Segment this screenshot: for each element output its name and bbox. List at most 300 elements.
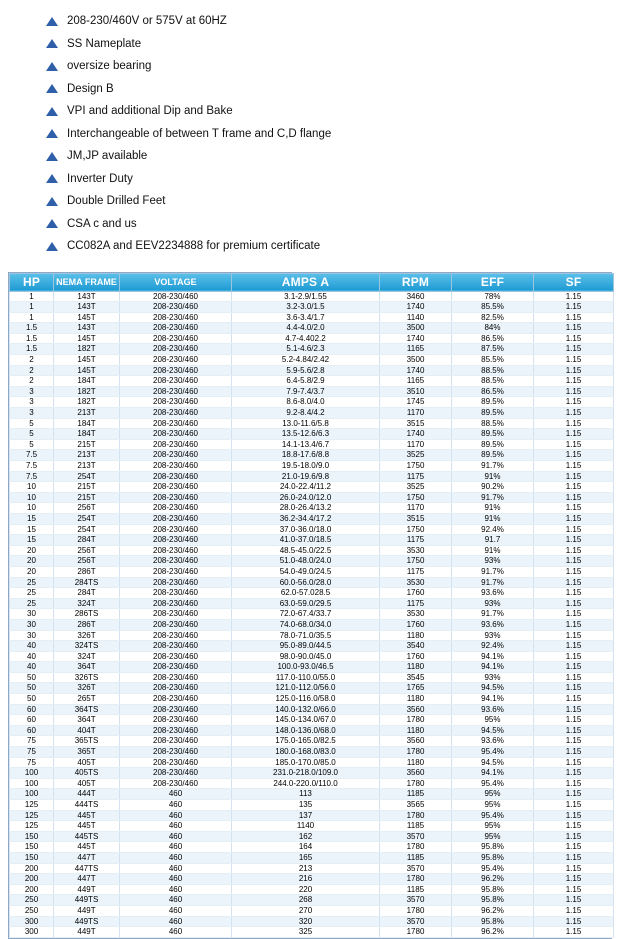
table-cell: 324T [54,598,120,609]
table-cell: 208-230/460 [120,577,232,588]
table-cell: 94.5% [452,725,534,736]
feature-label: 208-230/460V or 575V at 60HZ [67,15,227,28]
table-cell: 326T [54,683,120,694]
table-cell: 140.0-132.0/66.0 [232,704,380,715]
table-cell: 1.15 [534,365,614,376]
table-cell: 284T [54,535,120,546]
table-cell: 200 [10,863,54,874]
table-cell: 320 [232,916,380,927]
table-cell: 3530 [380,577,452,588]
table-cell: 208-230/460 [120,566,232,577]
table-cell: 88.5% [452,418,534,429]
table-cell: 125 [10,800,54,811]
triangle-bullet-icon [46,84,58,93]
table-cell: 1780 [380,715,452,726]
table-cell: 208-230/460 [120,302,232,313]
table-cell: 20 [10,556,54,567]
table-cell: 1.15 [534,545,614,556]
feature-item [0,100,620,123]
triangle-bullet-icon [46,197,58,206]
table-cell: 1180 [380,694,452,705]
table-cell: 1.15 [534,672,614,683]
table-cell: 254T [54,513,120,524]
table-cell: 208-230/460 [120,598,232,609]
table-row [10,609,614,620]
table-cell: 91% [452,513,534,524]
table-cell: 89.5% [452,429,534,440]
table-cell: 1.15 [534,535,614,546]
table-cell: 1760 [380,588,452,599]
table-row [10,651,614,662]
table-cell: 213T [54,461,120,472]
table-cell: 444TS [54,800,120,811]
table-cell: 208-230/460 [120,386,232,397]
table-cell: 3560 [380,768,452,779]
table-cell: 460 [120,863,232,874]
table-cell: 145T [54,333,120,344]
table-cell: 1750 [380,524,452,535]
table-row [10,312,614,323]
table-cell: 95.0-89.0/44.5 [232,641,380,652]
table-cell: 1.15 [534,810,614,821]
table-cell: 449TS [54,895,120,906]
table-row [10,927,614,938]
table-cell: 1185 [380,884,452,895]
table-cell: 1.5 [10,333,54,344]
table-cell: 14.1-13.4/6.7 [232,439,380,450]
table-cell: 1.15 [534,492,614,503]
table-cell: 78% [452,291,534,302]
table-cell: 1.15 [534,916,614,927]
table-cell: 75 [10,736,54,747]
table-cell: 1780 [380,905,452,916]
table-cell: 145T [54,312,120,323]
feature-item [0,213,620,236]
table-cell: 1175 [380,598,452,609]
table-row [10,852,614,863]
table-header-row [10,273,614,291]
triangle-bullet-icon [46,174,58,183]
table-cell: 7.5 [10,461,54,472]
table-cell: 3530 [380,609,452,620]
table-cell: 5.2-4.84/2.42 [232,355,380,366]
table-cell: 5 [10,418,54,429]
table-cell: 208-230/460 [120,323,232,334]
table-cell: 62.0-57.028.5 [232,588,380,599]
table-cell: 93% [452,672,534,683]
column-header: HP [10,273,54,291]
table-cell: 265T [54,694,120,705]
table-cell: 1175 [380,535,452,546]
table-cell: 208-230/460 [120,630,232,641]
table-cell: 94.5% [452,683,534,694]
table-row [10,672,614,683]
table-cell: 89.5% [452,439,534,450]
table-cell: 364TS [54,704,120,715]
table-cell: 137 [232,810,380,821]
table-cell: 404T [54,725,120,736]
table-cell: 1.15 [534,333,614,344]
table-cell: 208-230/460 [120,736,232,747]
table-cell: 1140 [232,821,380,832]
table-cell: 60 [10,704,54,715]
table-cell: 145T [54,365,120,376]
column-header: RPM [380,273,452,291]
table-cell: 1185 [380,789,452,800]
table-cell: 13.0-11.6/5.8 [232,418,380,429]
table-cell: 1.15 [534,556,614,567]
table-cell: 3.1-2.9/1.55 [232,291,380,302]
table-cell: 3570 [380,863,452,874]
table-cell: 98.0-90.0/45.0 [232,651,380,662]
table-cell: 460 [120,852,232,863]
table-row [10,376,614,387]
table-cell: 1 [10,291,54,302]
table-cell: 208-230/460 [120,312,232,323]
table-cell: 100 [10,789,54,800]
feature-label: Double Drilled Feet [67,195,166,208]
table-cell: 1.15 [534,524,614,535]
table-row [10,344,614,355]
table-cell: 24.0-22.4/11.2 [232,482,380,493]
table-cell: 1.15 [534,418,614,429]
table-cell: 1170 [380,439,452,450]
table-row [10,588,614,599]
table-cell: 326T [54,630,120,641]
table-cell: 121.0-112.0/56.0 [232,683,380,694]
table-cell: 95.4% [452,778,534,789]
table-row [10,386,614,397]
table-cell: 444T [54,789,120,800]
table-cell: 78.0-71.0/35.5 [232,630,380,641]
table-cell: 165 [232,852,380,863]
feature-item [0,168,620,191]
table-cell: 445T [54,821,120,832]
table-cell: 74.0-68.0/34.0 [232,619,380,630]
table-cell: 208-230/460 [120,704,232,715]
table-cell: 85.5% [452,355,534,366]
triangle-bullet-icon [46,152,58,161]
table-cell: 125 [10,821,54,832]
table-cell: 3570 [380,831,452,842]
table-cell: 324TS [54,641,120,652]
table-cell: 143T [54,302,120,313]
table-row [10,408,614,419]
feature-label: CC082A and EEV2234888 for premium certificate [67,240,321,253]
table-cell: 36.2-34.4/17.2 [232,513,380,524]
table-cell: 3 [10,397,54,408]
table-cell: 254T [54,471,120,482]
table-cell: 405TS [54,768,120,779]
table-cell: 208-230/460 [120,492,232,503]
table-cell: 94.1% [452,768,534,779]
table-cell: 1.15 [534,408,614,419]
table-cell: 89.5% [452,450,534,461]
feature-label: Inverter Duty [67,172,133,185]
table-row [10,641,614,652]
table-cell: 41.0-37.0/18.5 [232,535,380,546]
feature-item [0,33,620,56]
table-cell: 2 [10,365,54,376]
triangle-bullet-icon [46,17,58,26]
table-cell: 1.15 [534,503,614,514]
table-cell: 1.15 [534,683,614,694]
table-cell: 1170 [380,503,452,514]
table-body [10,291,614,937]
table-cell: 3.2-3.0/1.5 [232,302,380,313]
table-cell: 30 [10,609,54,620]
table-row [10,662,614,673]
table-cell: 184T [54,418,120,429]
table-cell: 1.15 [534,429,614,440]
table-cell: 50 [10,683,54,694]
table-row [10,545,614,556]
table-cell: 3515 [380,513,452,524]
table-cell: 3 [10,386,54,397]
feature-label: CSA c and us [67,217,137,230]
table-cell: 460 [120,800,232,811]
table-cell: 89.5% [452,408,534,419]
table-row [10,789,614,800]
table-row [10,418,614,429]
table-cell: 95% [452,789,534,800]
table-cell: 286T [54,619,120,630]
table-cell: 1.15 [534,778,614,789]
table-cell: 3500 [380,355,452,366]
table-cell: 3560 [380,704,452,715]
table-cell: 445TS [54,831,120,842]
table-cell: 3515 [380,418,452,429]
table-cell: 1780 [380,842,452,853]
table-cell: 1.15 [534,450,614,461]
table-cell: 208-230/460 [120,683,232,694]
table-cell: 250 [10,895,54,906]
table-cell: 26.0-24.0/12.0 [232,492,380,503]
feature-label: Design B [67,82,114,95]
table-cell: 1750 [380,461,452,472]
table-cell: 1.15 [534,386,614,397]
table-cell: 1185 [380,821,452,832]
feature-item [0,235,620,258]
table-cell: 180.0-168.0/83.0 [232,747,380,758]
table-cell: 15 [10,524,54,535]
table-cell: 1.5 [10,323,54,334]
feature-item [0,55,620,78]
table-cell: 1.15 [534,725,614,736]
table-cell: 96.2% [452,905,534,916]
table-cell: 447TS [54,863,120,874]
table-row [10,471,614,482]
table-cell: 208-230/460 [120,429,232,440]
table-cell: 93.6% [452,588,534,599]
table-cell: 10 [10,503,54,514]
table-cell: 2 [10,355,54,366]
table-cell: 220 [232,884,380,895]
table-cell: 3 [10,408,54,419]
table-cell: 25 [10,577,54,588]
table-cell: 1180 [380,725,452,736]
triangle-bullet-icon [46,62,58,71]
table-cell: 95% [452,800,534,811]
table-cell: 3570 [380,916,452,927]
table-cell: 7.9-7.4/3.7 [232,386,380,397]
table-cell: 162 [232,831,380,842]
table-cell: 75 [10,747,54,758]
table-cell: 1.15 [534,651,614,662]
table-cell: 50 [10,672,54,683]
table-cell: 208-230/460 [120,609,232,620]
table-cell: 51.0-48.0/24.0 [232,556,380,567]
table-cell: 184T [54,429,120,440]
table-cell: 208-230/460 [120,355,232,366]
table-cell: 95.4% [452,863,534,874]
table-cell: 3460 [380,291,452,302]
table-cell: 7.5 [10,450,54,461]
table-cell: 20 [10,566,54,577]
table-cell: 270 [232,905,380,916]
table-cell: 60 [10,715,54,726]
table-cell: 1.15 [534,566,614,577]
table-cell: 148.0-136.0/68.0 [232,725,380,736]
table-row [10,556,614,567]
table-cell: 208-230/460 [120,291,232,302]
table-cell: 213T [54,450,120,461]
table-cell: 37.0-36.0/18.0 [232,524,380,535]
table-cell: 256T [54,545,120,556]
table-cell: 1175 [380,471,452,482]
table-cell: 92.4% [452,524,534,535]
table-cell: 117.0-110.0/55.0 [232,672,380,683]
table-cell: 21.0-19.6/9.8 [232,471,380,482]
table-cell: 3530 [380,545,452,556]
table-row [10,429,614,440]
table-cell: 82.5% [452,312,534,323]
table-cell: 145T [54,355,120,366]
table-cell: 244.0-220.0/110.0 [232,778,380,789]
table-cell: 40 [10,651,54,662]
table-cell: 91% [452,471,534,482]
table-cell: 1140 [380,312,452,323]
table-cell: 208-230/460 [120,461,232,472]
table-cell: 208-230/460 [120,662,232,673]
column-header: NEMA FRAME [54,273,120,291]
table-cell: 1170 [380,408,452,419]
table-cell: 60.0-56.0/28.0 [232,577,380,588]
table-cell: 447T [54,852,120,863]
motor-spec-table-container [8,272,612,939]
table-row [10,725,614,736]
table-cell: 3560 [380,736,452,747]
table-row [10,884,614,895]
table-cell: 88.5% [452,376,534,387]
table-row [10,566,614,577]
table-cell: 1175 [380,566,452,577]
table-cell: 1740 [380,429,452,440]
table-cell: 1780 [380,778,452,789]
table-cell: 96.2% [452,927,534,938]
table-cell: 1.15 [534,768,614,779]
table-cell: 143T [54,291,120,302]
table-cell: 6.4-5.8/2.9 [232,376,380,387]
table-cell: 100.0-93.0/46.5 [232,662,380,673]
table-cell: 1.15 [534,609,614,620]
table-cell: 208-230/460 [120,556,232,567]
table-row [10,577,614,588]
table-row [10,355,614,366]
feature-label: Interchangeable of between T frame and C,D flange [67,127,332,140]
feature-list [0,0,620,264]
table-cell: 268 [232,895,380,906]
table-cell: 1.15 [534,704,614,715]
table-row [10,895,614,906]
table-cell: 326TS [54,672,120,683]
table-header [10,273,614,291]
feature-item [0,145,620,168]
table-cell: 460 [120,905,232,916]
table-cell: 95% [452,821,534,832]
table-cell: 231.0-218.0/109.0 [232,768,380,779]
table-cell: 182T [54,386,120,397]
table-row [10,831,614,842]
table-cell: 325 [232,927,380,938]
table-cell: 2 [10,376,54,387]
table-row [10,482,614,493]
table-cell: 125.0-116.0/58.0 [232,694,380,705]
table-cell: 1.15 [534,376,614,387]
table-cell: 1.15 [534,344,614,355]
table-cell: 208-230/460 [120,694,232,705]
table-cell: 1.15 [534,831,614,842]
table-row [10,503,614,514]
table-cell: 208-230/460 [120,588,232,599]
table-row [10,450,614,461]
table-row [10,619,614,630]
table-cell: 213 [232,863,380,874]
table-row [10,863,614,874]
table-cell: 1.15 [534,821,614,832]
table-row [10,704,614,715]
table-cell: 25 [10,588,54,599]
table-cell: 1.15 [534,619,614,630]
column-header: SF [534,273,614,291]
table-cell: 1.15 [534,323,614,334]
table-cell: 200 [10,884,54,895]
table-cell: 150 [10,842,54,853]
table-row [10,736,614,747]
table-cell: 1750 [380,492,452,503]
table-cell: 460 [120,927,232,938]
table-cell: 86.5% [452,333,534,344]
table-cell: 1.15 [534,927,614,938]
table-cell: 54.0-49.0/24.5 [232,566,380,577]
table-cell: 94.1% [452,694,534,705]
table-cell: 8.6-8.0/4.0 [232,397,380,408]
table-cell: 5.9-5.6/2.8 [232,365,380,376]
feature-label: JM,JP available [67,150,148,163]
table-cell: 75 [10,757,54,768]
table-cell: 95% [452,715,534,726]
table-cell: 182T [54,397,120,408]
table-cell: 93% [452,556,534,567]
table-cell: 94.5% [452,757,534,768]
table-cell: 63.0-59.0/29.5 [232,598,380,609]
table-cell: 1.15 [534,513,614,524]
table-cell: 150 [10,831,54,842]
table-cell: 3570 [380,895,452,906]
table-cell: 208-230/460 [120,408,232,419]
table-cell: 164 [232,842,380,853]
table-cell: 1.15 [534,630,614,641]
